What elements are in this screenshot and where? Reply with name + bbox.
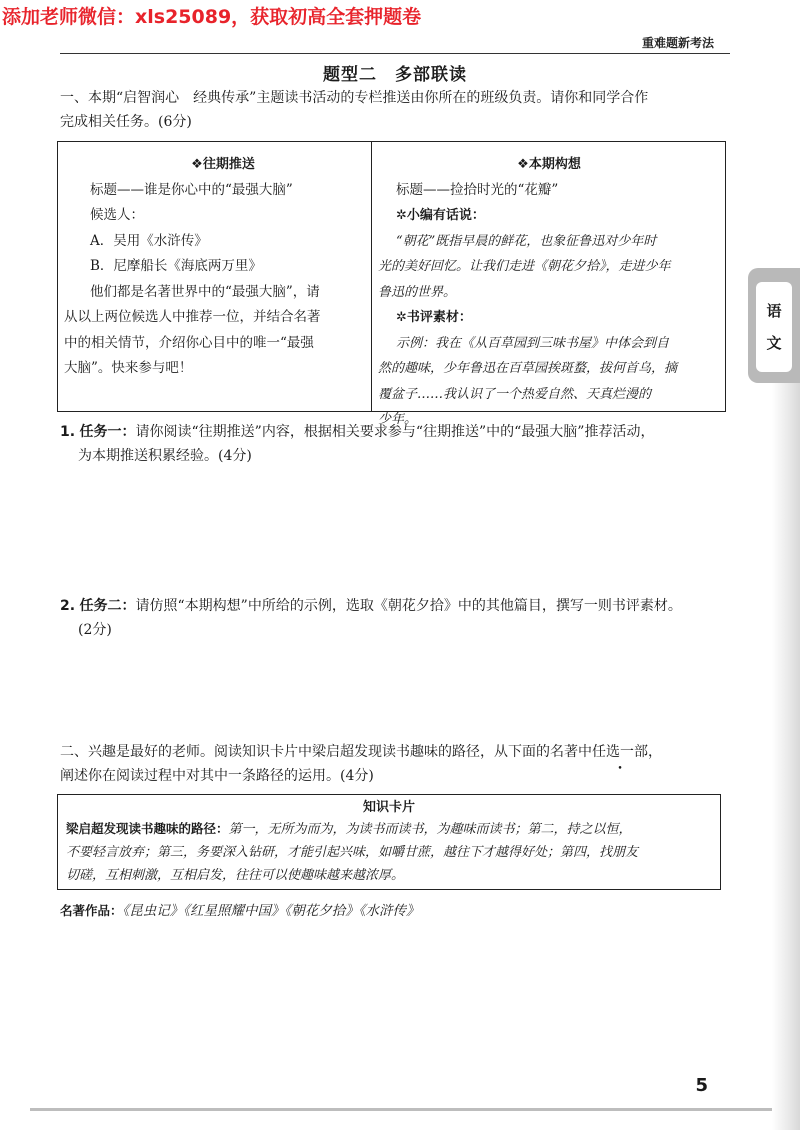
column-divider [371, 142, 372, 411]
page-edge-shadow [772, 383, 800, 1130]
review-material-heading: ✲书评素材： [396, 310, 472, 325]
question-2-label: 任务二： [79, 598, 136, 614]
question-1-label: 任务一： [79, 424, 136, 440]
part2-intro [60, 740, 750, 788]
past-push-title: 标题——谁是你心中的“最强大脑” [90, 181, 293, 198]
part1-intro [60, 86, 740, 134]
knowledge-card-line: 不要轻言放弃；第三，务要深入钻研，才能引起兴味，如嚼甘蔗，越往下才越得好处；第四，找朋友 [66, 845, 639, 860]
part1-intro-line1: 一、本期“启智润心 经典传承”主题读书活动的专栏推送由你所在的班级负责。请你和同学合作 [60, 90, 649, 106]
current-plan-column [378, 152, 720, 433]
answer-area-2[interactable] [60, 645, 740, 735]
past-push-text: 他们都是名著世界中的“最强大脑”，请 [90, 283, 320, 300]
section-header: 重难题新考法 [641, 36, 714, 50]
part2-emphasis: 任选一部 [592, 744, 648, 760]
review-example-text: 覆盆子……我认识了一个热爱自然、天真烂漫的 [378, 386, 652, 402]
editor-note-heading: ✲小编有话说： [396, 208, 485, 223]
current-plan-title: 标题——捡拾时光的“花瓣” [396, 181, 559, 198]
subject-tab[interactable] [748, 268, 800, 383]
question-1-text: 请你阅读“往期推送”内容，根据相关要求参与“往期推送”中的“最强大脑”推荐活动， [135, 424, 655, 440]
past-push-candidates: 候选人： [90, 207, 144, 223]
subject-tab-label [756, 282, 792, 372]
question-2-number: 2. [60, 598, 76, 614]
editor-note-text: 光的美好回忆。让我们走进《朝花夕拾》，走进少年 [378, 259, 671, 274]
knowledge-card-title: 知识卡片 [362, 800, 415, 815]
review-example-text: 示例：我在《从百草园到三味书屋》中体会到自 [396, 335, 670, 351]
page-title: 题型二 多部联读 [323, 65, 467, 85]
part2-intro-line1: 二、兴趣是最好的老师。阅读知识卡片中梁启超发现读书趣味的路径，从下面的名著中 [60, 744, 592, 760]
knowledge-card-label: 梁启超发现读书趣味的路径： [66, 821, 229, 836]
subject-char-2: 文 [766, 334, 782, 352]
question-2-text: 请仿照“本期构想”中所给的示例，选取《朝花夕拾》中的其他篇目，撰写一则书评素材。 [135, 598, 682, 614]
past-push-text: 大脑”。快来参与吧！ [64, 360, 193, 376]
question-2-text-cont: (2分) [78, 622, 112, 638]
classic-works [60, 900, 420, 922]
part2-intro-line2: 阐述你在阅读过程中对其中一条路径的运用。(4分) [60, 768, 374, 784]
review-example-text: 少年。 [378, 412, 418, 427]
classic-works-label: 名著作品： [60, 903, 123, 918]
part1-intro-line2: 完成相关任务。(6分) [60, 114, 192, 130]
current-plan-heading: ❖本期构想 [517, 157, 581, 172]
past-push-text: 从以上两位候选人中推荐一位，并结合名著 [64, 309, 321, 325]
activity-box [57, 141, 726, 427]
past-push-text: 中的相关情节，介绍你心目中的唯一“最强 [64, 334, 314, 351]
question-1-text-cont: 为本期推送积累经验。(4分) [78, 448, 252, 464]
answer-area-3[interactable] [60, 930, 740, 1060]
classic-works-list: 《昆虫记》《红星照耀中国》《朝花夕拾》《水浒传》 [122, 903, 420, 919]
part2-intro-comma: ， [648, 744, 662, 760]
knowledge-card [57, 794, 721, 890]
candidate-b: B．尼摩船长《海底两万里》 [90, 258, 262, 274]
past-push-heading: ❖往期推送 [191, 157, 255, 172]
question-2 [60, 594, 740, 642]
answer-area-1[interactable] [60, 470, 740, 590]
past-push-column [64, 152, 364, 382]
knowledge-card-body [66, 817, 712, 887]
subject-char-1: 语 [766, 302, 782, 320]
page-number: 5 [695, 1075, 708, 1096]
knowledge-card-line: 切磋，互相刺激，互相启发，往往可以使趣味越来越浓厚。 [66, 868, 405, 883]
editor-note-text: “朝花”既指早晨的鲜花，也象征鲁迅对少年时 [396, 233, 657, 249]
review-example-text: 然的趣味，少年鲁迅在百草园挨斑蝥，拔何首乌，摘 [378, 361, 678, 376]
candidate-a: A．吴用《水浒传》 [90, 232, 208, 249]
knowledge-card-line: 第一，无所为而为，为读书而读书，为趣味而读书；第二，持之以恒， [228, 822, 632, 837]
question-1 [60, 420, 740, 468]
header-divider [60, 53, 730, 54]
watermark-text: 添加老师微信：xls25089，获取初高全套押题卷 [2, 6, 422, 28]
editor-note-text: 鲁迅的世界。 [378, 284, 457, 300]
question-1-number: 1. [60, 424, 76, 440]
bottom-edge-rule [30, 1108, 772, 1111]
